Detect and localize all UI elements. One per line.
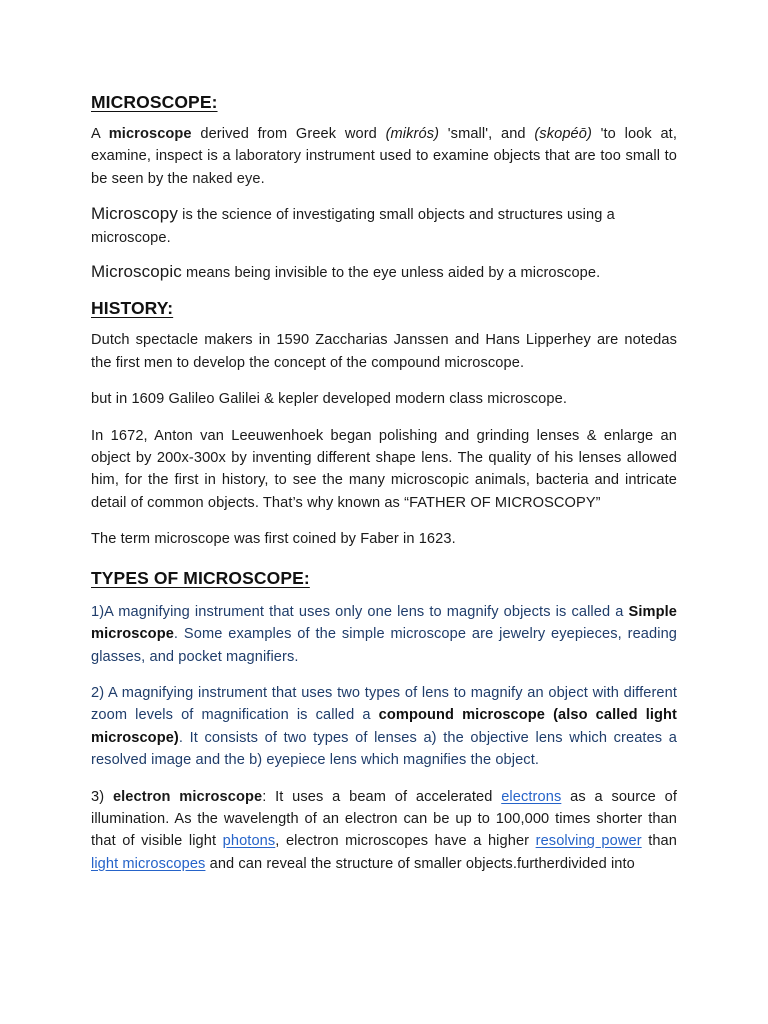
paragraph-type-1: 1)A magnifying instrument that uses only one lens to magnify objects is called a Simple microscope. Some examples of the simple microscope are jewelry eyepieces, reading glasses, and pocket magnifiers.	[91, 603, 677, 665]
paragraph-history-4: The term microscope was first coined by Faber in 1623.	[91, 531, 456, 548]
link-photons[interactable]: photons	[222, 833, 276, 850]
paragraph-type-2: 2) A magnifying instrument that uses two types of lens to magnify an object with different zoom levels of magnification is called a compound microscope (also called light microscope). It consists of two types of lenses a) the objective lens which creates a resolved image and the b) eyepiece lens which magnifies the object.	[91, 684, 677, 769]
heading-types: TYPES OF MICROSCOPE:	[91, 567, 310, 588]
term-microscopic: Microscopic	[91, 262, 182, 282]
heading-history: HISTORY:	[91, 298, 174, 319]
paragraph-history-1: Dutch spectacle makers in 1590 Zaccharias Janssen and Hans Lipperhey are notedas the first men to develop the concept of the compound microscope.	[91, 332, 677, 371]
paragraph-definition: A microscope derived from Greek word (mikrós) 'small', and (skopéō) 'to look at, examine, inspect is a laboratory instrument used to examine objects that are too small to be seen by the naked eye.	[91, 126, 677, 187]
heading-microscope: MICROSCOPE:	[91, 92, 218, 112]
paragraph-history-3: In 1672, Anton van Leeuwenhoek began polishing and grinding lenses & enlarge an object by 200x-300x by inventing different shape lens. The quality of his lenses allowed him, for the first in history, to see the many microscopic animals, bacteria and intricate detail of common objects. That’s why known as “FATHER OF MICROSCOPY”	[91, 427, 677, 511]
paragraph-microscopic: Microscopic means being invisible to the eye unless aided by a microscope.	[91, 262, 601, 282]
paragraph-history-2: but in 1609 Galileo Galilei & kepler developed modern class microscope.	[91, 391, 567, 408]
term-compound-microscope: compound microscope (also called light microscope)	[91, 707, 677, 746]
paragraph-type-3: 3) electron microscope: It uses a beam of accelerated electrons as a source of illumination. As the wavelength of an electron can be up to 100,000 times shorter than that of visible light photons, electron microscopes have a higher resolving power than light microscopes and can reveal the structure of smaller objects.furtherdivided into	[91, 788, 677, 872]
link-light-microscopes[interactable]: light microscopes	[91, 855, 206, 872]
term-naked-eye: naked eye	[192, 170, 261, 187]
term-electron-microscope: electron microscope	[112, 788, 263, 805]
paragraph-microscopy: Microscopy is the science of investigating small objects and structures using a microscope.	[91, 204, 615, 246]
term-simple-microscope: Simple microscope	[91, 603, 677, 643]
link-electrons[interactable]: electrons	[501, 788, 562, 805]
term-microscope: microscope	[108, 126, 192, 142]
link-resolving-power[interactable]: resolving power	[535, 833, 642, 850]
term-laboratory-instrument: laboratory instrument	[235, 148, 375, 165]
term-microscopy: Microscopy	[91, 204, 178, 224]
